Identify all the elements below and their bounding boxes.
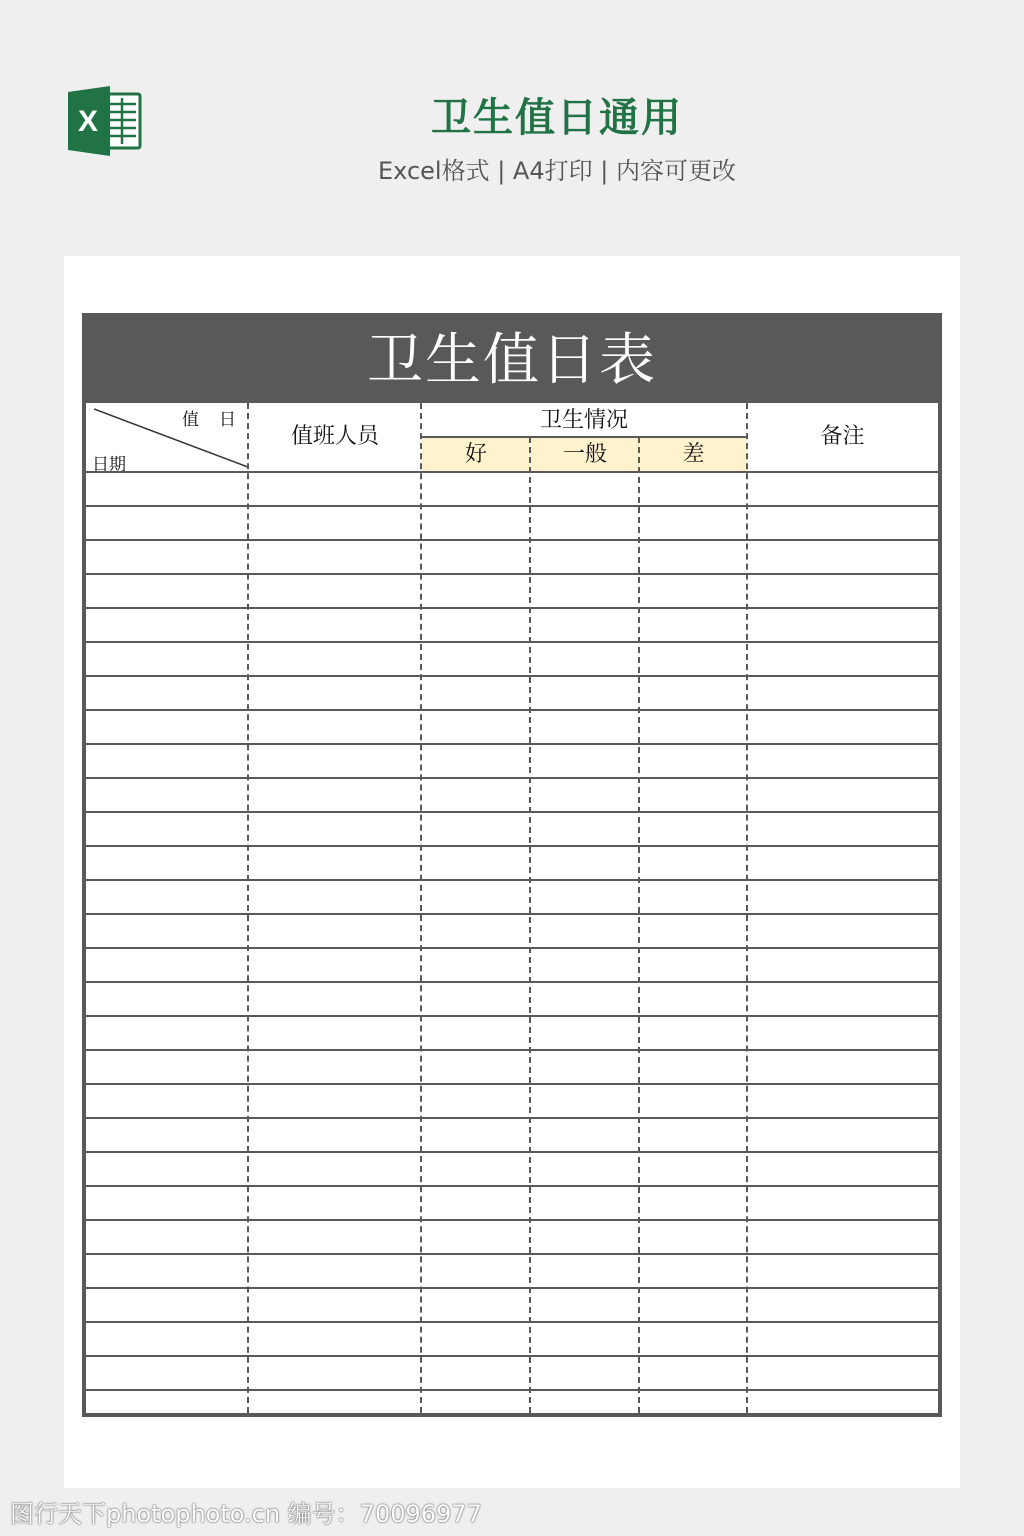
table-row[interactable] xyxy=(86,709,938,743)
table-row[interactable] xyxy=(86,1287,938,1321)
table-row[interactable] xyxy=(86,1321,938,1355)
table-row[interactable] xyxy=(86,879,938,913)
sanitation-divider xyxy=(421,436,747,438)
column-divider xyxy=(420,403,422,1413)
table-row[interactable] xyxy=(86,1117,938,1151)
table-row[interactable] xyxy=(86,1185,938,1219)
table-row[interactable] xyxy=(86,845,938,879)
paper-preview xyxy=(64,256,960,1488)
table-row[interactable] xyxy=(86,1083,938,1117)
header-staff: 值班人员 xyxy=(290,424,379,449)
duty-table xyxy=(82,313,942,1417)
table-row[interactable] xyxy=(86,505,938,539)
table-row[interactable] xyxy=(86,607,938,641)
table-body xyxy=(86,471,938,1423)
table-row[interactable] xyxy=(86,981,938,1015)
watermark: 图行天下photophoto.cn 编号：70096977 xyxy=(10,1500,482,1528)
table-row[interactable] xyxy=(86,1253,938,1287)
header-duty-label: 值日 xyxy=(182,410,256,430)
table-row[interactable] xyxy=(86,913,938,947)
header-grade-fair: 一般 xyxy=(531,438,639,472)
table-row[interactable] xyxy=(86,811,938,845)
header-grade-poor: 差 xyxy=(640,438,747,472)
table-row[interactable] xyxy=(86,641,938,675)
header-notes: 备注 xyxy=(820,424,865,449)
column-divider xyxy=(529,437,531,1413)
table-row[interactable] xyxy=(86,539,938,573)
table-row[interactable] xyxy=(86,947,938,981)
table-row[interactable] xyxy=(86,1151,938,1185)
table-row[interactable] xyxy=(86,1389,938,1423)
table-row[interactable] xyxy=(86,573,938,607)
table-row[interactable] xyxy=(86,1049,938,1083)
promo-title: 卫生值日通用 xyxy=(431,95,683,141)
column-divider xyxy=(247,403,249,1413)
table-row[interactable] xyxy=(86,471,938,505)
promo-subtitle: Excel格式 | A4打印 | 内容可更改 xyxy=(378,157,736,185)
table-row[interactable] xyxy=(86,1219,938,1253)
table-row[interactable] xyxy=(86,1015,938,1049)
excel-logo-icon xyxy=(68,86,142,156)
header-grade-good: 好 xyxy=(422,438,530,472)
table-row[interactable] xyxy=(86,1355,938,1389)
table-row[interactable] xyxy=(86,743,938,777)
sheet-title: 卫生值日表 xyxy=(82,313,942,403)
excel-logo-letter: X xyxy=(77,105,99,138)
column-divider xyxy=(746,403,748,1413)
header-sanitation: 卫生情况 xyxy=(539,408,628,433)
table-row[interactable] xyxy=(86,777,938,811)
table-row[interactable] xyxy=(86,675,938,709)
column-divider xyxy=(638,437,640,1413)
header-date-label: 日期 xyxy=(92,455,126,475)
